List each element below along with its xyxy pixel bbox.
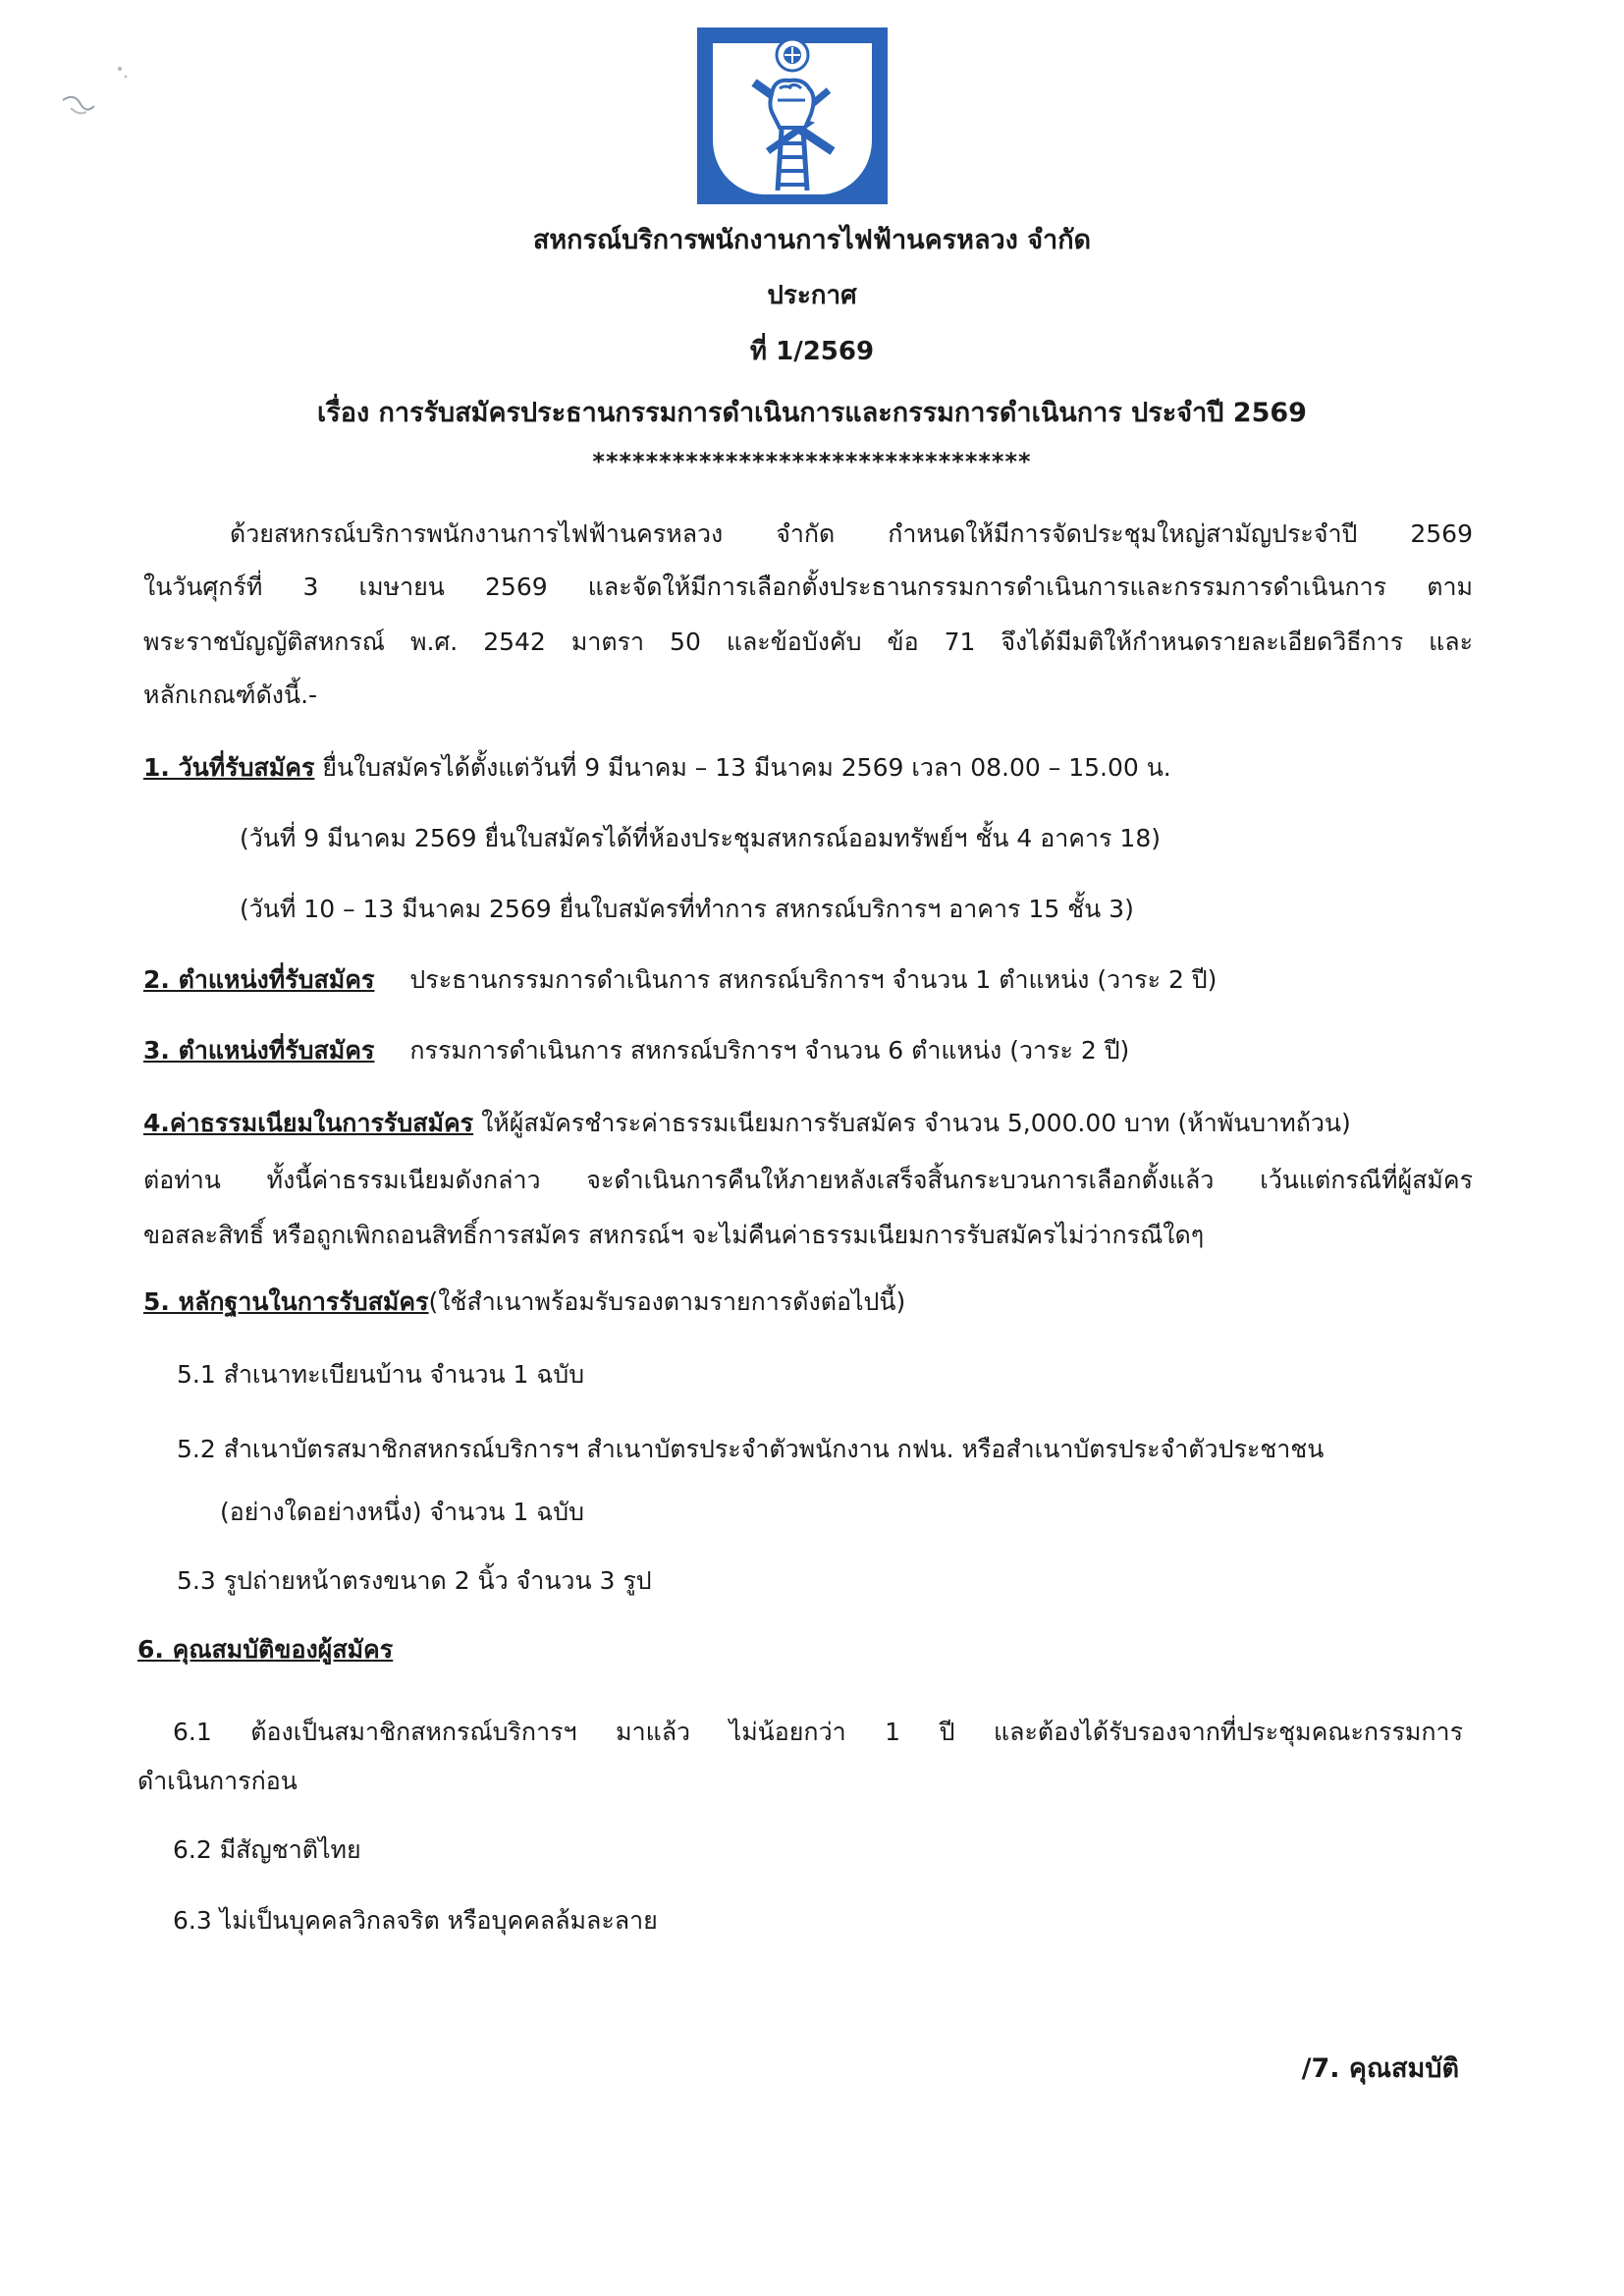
section-6-item-2: 6.2 มีสัญชาติไทย — [173, 1835, 361, 1864]
section-1 — [143, 748, 1171, 788]
section-4-heading: 4.ค่าธรรมเนียมในการรับสมัคร — [143, 1109, 474, 1137]
section-5-heading: 5. หลักฐานในการรับสมัคร — [143, 1287, 429, 1316]
intro-line-2: ในวันศุกร์ที่ 3 เมษายน 2569 และจัดให้มีการเลือกตั้งประธานกรรมการดำเนินการและกรรมการดำเนินการ ตาม — [143, 573, 1473, 601]
section-5-note: (ใช้สำเนาพร้อมรับรองตามรายการดังต่อไปนี้) — [428, 1287, 906, 1316]
announcement-title: ประกาศ — [767, 281, 857, 310]
section-2-text: ประธานกรรมการดำเนินการ สหกรณ์บริการฯ จำนวน 1 ตำแหน่ง (วาระ 2 ปี) — [409, 965, 1218, 994]
announcement-number: ที่ 1/2569 — [749, 337, 875, 366]
section-6-item-1: 6.1 ต้องเป็นสมาชิกสหกรณ์บริการฯ มาแล้ว ไม่น้อยกว่า 1 ปี และต้องได้รับรองจากที่ประชุมคณะกรรมการ — [173, 1718, 1463, 1746]
section-5-item-2-cont: (อย่างใดอย่างหนึ่ง) จำนวน 1 ฉบับ — [220, 1498, 584, 1526]
section-6-item-3: 6.3 ไม่เป็นบุคคลวิกลจริต หรือบุคคลล้มละลาย — [173, 1906, 658, 1935]
section-6 — [137, 1630, 393, 1669]
separator-stars: ********************************* — [592, 448, 1032, 475]
section-4-line-3: ขอสละสิทธิ์ หรือถูกเพิกถอนสิทธิ์การสมัคร สหกรณ์ฯ จะไม่คืนค่าธรรมเนียมการรับสมัครไม่ว่ากรณีใดๆ — [143, 1221, 1205, 1249]
intro-line-1: ด้วยสหกรณ์บริการพนักงานการไฟฟ้านครหลวง จำกัด กำหนดให้มีการจัดประชุมใหญ่สามัญประจำปี 2569 — [230, 519, 1473, 548]
continued-marker: /7. คุณสมบัติ — [1301, 2053, 1459, 2084]
section-4 — [143, 1104, 1351, 1143]
announcement-subject: เรื่อง การรับสมัครประธานกรรมการดำเนินการและกรรมการดำเนินการ ประจำปี 2569 — [317, 398, 1307, 428]
section-1-note-1: (วันที่ 9 มีนาคม 2569 ยื่นใบสมัครได้ที่ห้องประชุมสหกรณ์ออมทรัพย์ฯ ชั้น 4 อาคาร 18) — [240, 824, 1161, 852]
section-4-line-1: ให้ผู้สมัครชำระค่าธรรมเนียมการรับสมัคร จำนวน 5,000.00 บาท (ห้าพันบาทถ้วน) — [481, 1109, 1351, 1137]
intro-line-3: พระราชบัญญัติสหกรณ์ พ.ศ. 2542 มาตรา 50 และข้อบังคับ ข้อ 71 จึงได้มีมติให้กำหนดรายละเอียดวิธีการ และ — [143, 628, 1473, 656]
fist-lightning-emblem-icon — [695, 26, 890, 206]
section-1-text: ยื่นใบสมัครได้ตั้งแต่วันที่ 9 มีนาคม – 13 มีนาคม 2569 เวลา 08.00 – 15.00 น. — [322, 753, 1171, 782]
section-5-item-2: 5.2 สำเนาบัตรสมาชิกสหกรณ์บริการฯ สำเนาบัตรประจำตัวพนักงาน กฟน. หรือสำเนาบัตรประจำตัวประชาชน — [177, 1435, 1325, 1463]
section-3-heading: 3. ตำแหน่งที่รับสมัคร — [143, 1036, 375, 1065]
section-5-item-3: 5.3 รูปถ่ายหน้าตรงขนาด 2 นิ้ว จำนวน 3 รูป — [177, 1566, 652, 1595]
section-1-heading: 1. วันที่รับสมัคร — [143, 753, 315, 782]
section-2-heading: 2. ตำแหน่งที่รับสมัคร — [143, 965, 375, 994]
organization-name: สหกรณ์บริการพนักงานการไฟฟ้านครหลวง จำกัด — [532, 225, 1092, 255]
section-5 — [143, 1283, 905, 1322]
section-6-heading: 6. คุณสมบัติของผู้สมัคร — [137, 1635, 394, 1664]
section-6-item-1-cont: ดำเนินการก่อน — [137, 1767, 298, 1795]
section-1-note-2: (วันที่ 10 – 13 มีนาคม 2569 ยื่นใบสมัครที่ทำการ สหกรณ์บริการฯ อาคาร 15 ชั้น 3) — [240, 895, 1134, 923]
section-3-text: กรรมการดำเนินการ สหกรณ์บริการฯ จำนวน 6 ตำแหน่ง (วาระ 2 ปี) — [409, 1036, 1130, 1065]
section-3 — [143, 1031, 1129, 1070]
section-5-item-1: 5.1 สำเนาทะเบียนบ้าน จำนวน 1 ฉบับ — [177, 1360, 585, 1389]
scan-smudge — [57, 57, 135, 126]
section-2 — [143, 960, 1217, 1000]
section-4-line-2: ต่อท่าน ทั้งนี้ค่าธรรมเนียมดังกล่าว จะดำเนินการคืนให้ภายหลังเสร็จสิ้นกระบวนการเลือกตั้งแล้ว เว้นแต่กรณีที่ผู้สมัคร — [143, 1166, 1473, 1194]
intro-line-4: หลักเกณฑ์ดังนี้.- — [143, 681, 318, 709]
